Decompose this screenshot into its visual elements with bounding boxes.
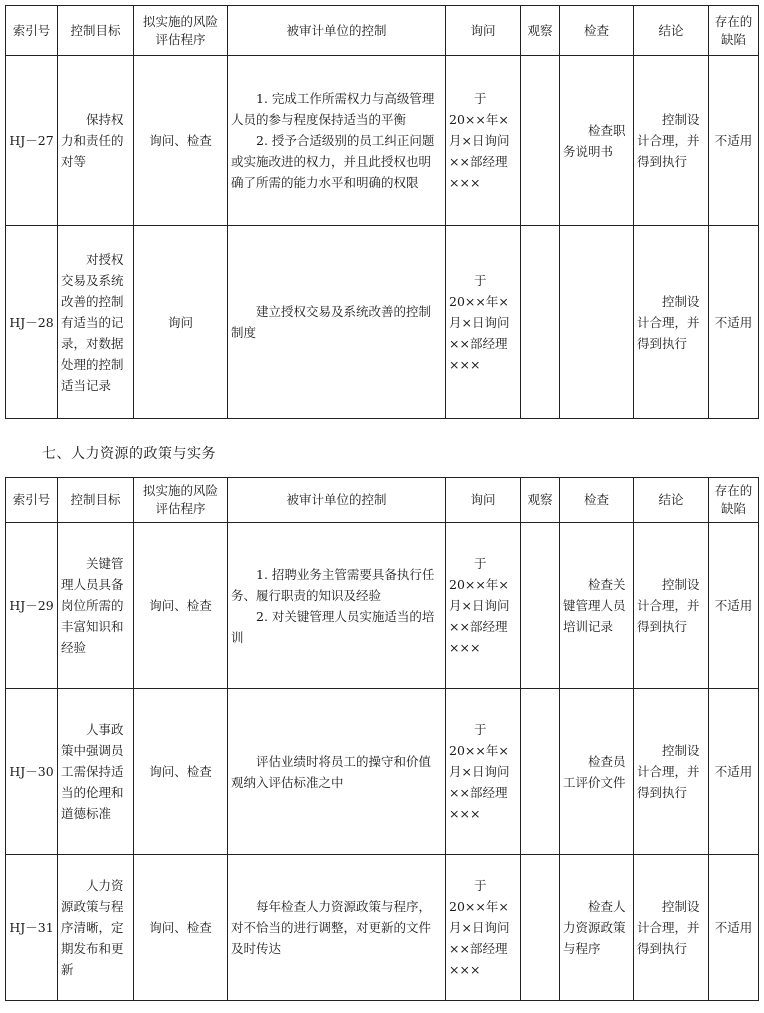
procedure-cell: 询问、检查 (134, 523, 228, 689)
conclusion-cell: 控制设计合理，并得到执行 (634, 56, 709, 226)
control-line: 建立授权交易及系统改善的控制制度 (231, 304, 432, 340)
header-cell: 索引号 (6, 6, 58, 56)
inquiry-cell: 于20××年×月×日询问××部经理××× (446, 56, 521, 226)
conclusion-cell: 控制设计合理，并得到执行 (634, 689, 709, 855)
inspection-cell: 检查职务说明书 (560, 56, 634, 226)
header-cell: 观察 (521, 6, 560, 56)
observation-cell (521, 226, 560, 419)
procedure-cell: 询问、检查 (134, 56, 228, 226)
header-cell: 拟实施的风险评估程序 (134, 6, 228, 56)
defect-cell: 不适用 (709, 855, 759, 1001)
table-row (6, 855, 759, 1001)
inquiry-cell: 于20××年×月×日询问××部经理××× (446, 689, 521, 855)
index-cell: HJ－28 (6, 226, 58, 419)
index-cell: HJ－31 (6, 855, 58, 1001)
control-table-2 (5, 477, 759, 1001)
defect-cell: 不适用 (709, 689, 759, 855)
header-cell: 控制目标 (58, 6, 134, 56)
header-cell: 结论 (634, 478, 709, 523)
control-line: 2. 授予合适级别的员工纠正问题或实施改进的权力，并且此授权也明确了所需的能力水平和明确的权限 (231, 133, 435, 190)
inquiry-cell: 于20××年×月×日询问××部经理××× (446, 855, 521, 1001)
control-cell (228, 226, 446, 419)
inquiry-cell: 于20××年×月×日询问××部经理××× (446, 226, 521, 419)
goal-cell: 关键管理人员具备岗位所需的丰富知识和经验 (58, 523, 134, 689)
defect-cell: 不适用 (709, 226, 759, 419)
control-line: 2. 对关键管理人员实施适当的培训 (231, 608, 435, 645)
table-row (6, 56, 759, 226)
header-cell: 拟实施的风险评估程序 (134, 478, 228, 523)
procedure-cell: 询问 (134, 226, 228, 419)
conclusion-cell: 控制设计合理，并得到执行 (634, 523, 709, 689)
conclusion-cell: 控制设计合理，并得到执行 (634, 226, 709, 419)
control-line: 评估业绩时将员工的操守和价值观纳入评估标准之中 (231, 753, 432, 790)
header-cell: 控制目标 (58, 478, 134, 523)
header-cell: 被审计单位的控制 (228, 478, 446, 523)
header-row (6, 478, 759, 523)
observation-cell (521, 56, 560, 226)
header-cell: 询问 (446, 478, 521, 523)
table-row (6, 689, 759, 855)
defect-cell: 不适用 (709, 523, 759, 689)
defect-cell: 不适用 (709, 56, 759, 226)
observation-cell (521, 855, 560, 1001)
section-title: 七、人力资源的政策与实务 (42, 446, 216, 462)
control-cell (228, 523, 446, 689)
inspection-cell: 检查关键管理人员培训记录 (560, 523, 634, 689)
header-cell: 检查 (560, 478, 634, 523)
table-row (6, 226, 759, 419)
header-cell: 检查 (560, 6, 634, 56)
control-line: 1. 完成工作所需权力与高级管理人员的参与程度保持适当的平衡 (231, 91, 435, 127)
procedure-cell: 询问、检查 (134, 689, 228, 855)
header-row (6, 6, 759, 56)
goal-cell: 人力资源政策与程序清晰，定期发布和更新 (58, 855, 134, 1001)
control-table-1 (5, 5, 759, 419)
observation-cell (521, 689, 560, 855)
goal-cell: 对授权交易及系统改善的控制有适当的记录，对数据处理的控制适当记录 (58, 226, 134, 419)
control-line: 1. 招聘业务主管需要具备执行任务、履行职责的知识及经验 (231, 566, 435, 603)
observation-cell (521, 523, 560, 689)
header-cell: 索引号 (6, 478, 58, 523)
procedure-cell: 询问、检查 (134, 855, 228, 1001)
conclusion-cell: 控制设计合理，并得到执行 (634, 855, 709, 1001)
header-cell: 存在的缺陷 (709, 478, 759, 523)
table-row (6, 523, 759, 689)
goal-cell: 保持权力和责任的对等 (58, 56, 134, 226)
inspection-cell: 检查员工评价文件 (560, 689, 634, 855)
control-cell (228, 689, 446, 855)
inspection-cell: 检查人力资源政策与程序 (560, 855, 634, 1001)
header-cell: 结论 (634, 6, 709, 56)
control-cell (228, 855, 446, 1001)
index-cell: HJ－30 (6, 689, 58, 855)
index-cell: HJ－27 (6, 56, 58, 226)
index-cell: HJ－29 (6, 523, 58, 689)
control-cell (228, 56, 446, 226)
header-cell: 存在的缺陷 (709, 6, 759, 56)
inquiry-cell: 于20××年×月×日询问××部经理××× (446, 523, 521, 689)
header-cell: 观察 (521, 478, 560, 523)
control-line: 每年检查人力资源政策与程序，对不恰当的进行调整，对更新的文件及时传达 (231, 899, 432, 956)
header-cell: 询问 (446, 6, 521, 56)
goal-cell: 人事政策中强调员工需保持适当的伦理和道德标准 (58, 689, 134, 855)
header-cell: 被审计单位的控制 (228, 6, 446, 56)
inspection-cell (560, 226, 634, 419)
